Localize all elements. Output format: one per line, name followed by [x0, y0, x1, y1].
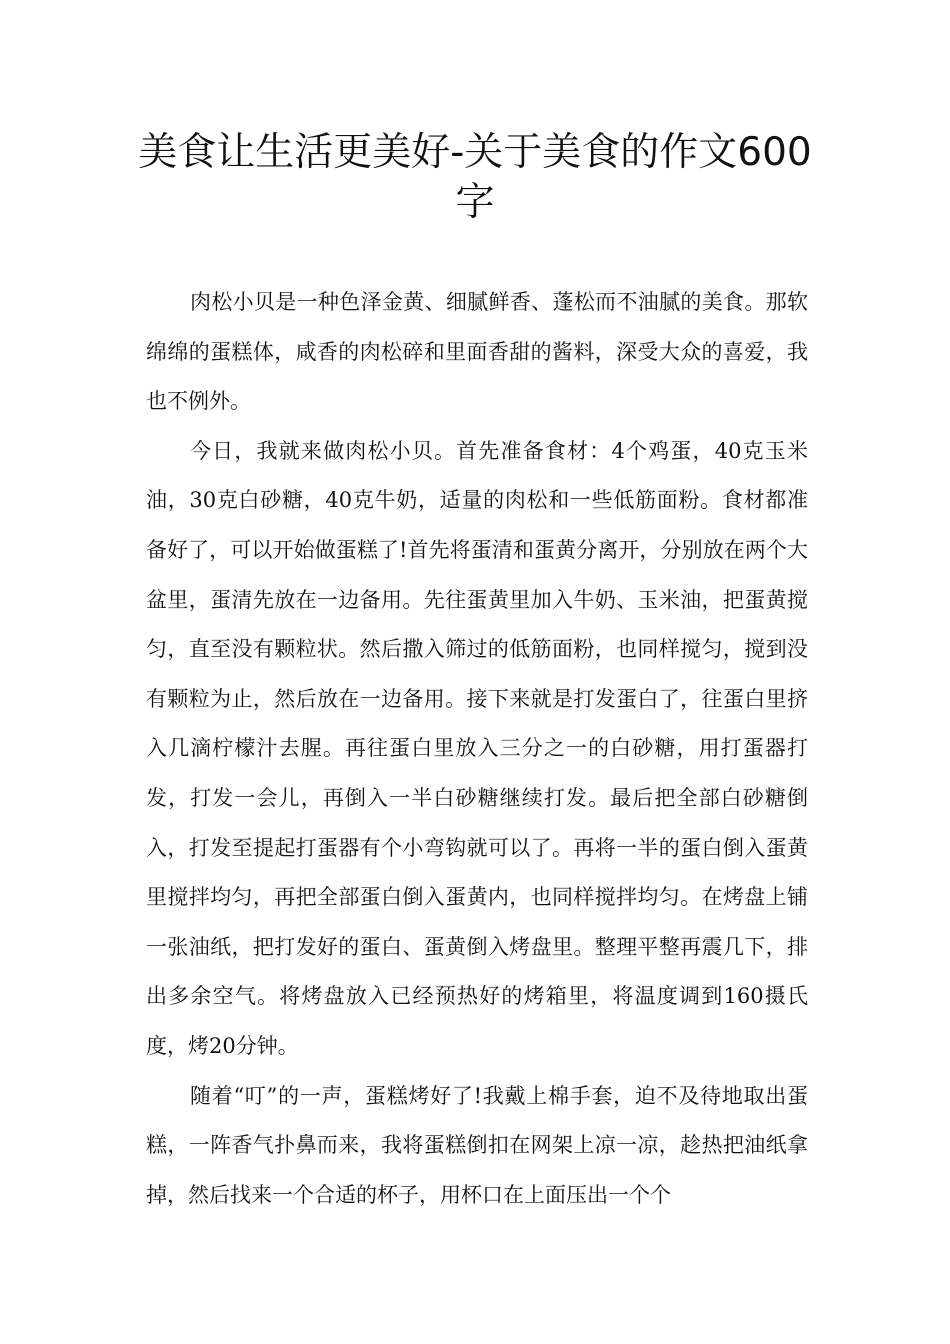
paragraph-3: 随着“叮”的一声，蛋糕烤好了!我戴上棉手套，迫不及待地取出蛋糕，一阵香气扑鼻而来，我将蛋糕倒扣在网架上凉一凉，趁热把油纸拿掉，然后找来一个合适的杯子，用杯口在上面压出一个个 [146, 1083, 808, 1207]
paragraph-2: 今日，我就来做肉松小贝。首先准备食材：4个鸡蛋，40克玉米油，30克白砂糖，40克牛奶，适量的肉松和一些低筋面粉。食材都准备好了，可以开始做蛋糕了!首先将蛋清和蛋黄分离开，分别放在两个大盆里，蛋清先放在一边备用。先往蛋黄里加入牛奶、玉米油，把蛋黄搅匀，直至没有颗粒状。然后撒入筛过的低筋面粉，也同样搅匀，搅到没有颗粒为止，然后放在一边备用。接下来就是打发蛋白了，往蛋白里挤入几滴柠檬汁去腥。再往蛋白里放入三分之一的白砂糖，用打蛋器打发，打发一会儿，再倒入一半白砂糖继续打发。最后把全部白砂糖倒入，打发至提起打蛋器有个小弯钩就可以了。再将一半的蛋白倒入蛋黄里搅拌均匀，再把全部蛋白倒入蛋黄内，也同样搅拌均匀。在烤盘上铺一张油纸，把打发好的蛋白、蛋黄倒入烤盘里。整理平整再震几下，排出多余空气。将烤盘放入已经预热好的烤箱里，将温度调到160摄氏度，烤20分钟。 [146, 438, 808, 1058]
paragraph-1: 肉松小贝是一种色泽金黄、细腻鲜香、蓬松而不油腻的美食。那软绵绵的蛋糕体，咸香的肉松碎和里面香甜的酱料，深受大众的喜爱，我也不例外。 [146, 290, 808, 414]
document-title: 美食让生活更美好-关于美食的作文600字 [138, 130, 812, 225]
document-body [146, 278, 808, 1220]
